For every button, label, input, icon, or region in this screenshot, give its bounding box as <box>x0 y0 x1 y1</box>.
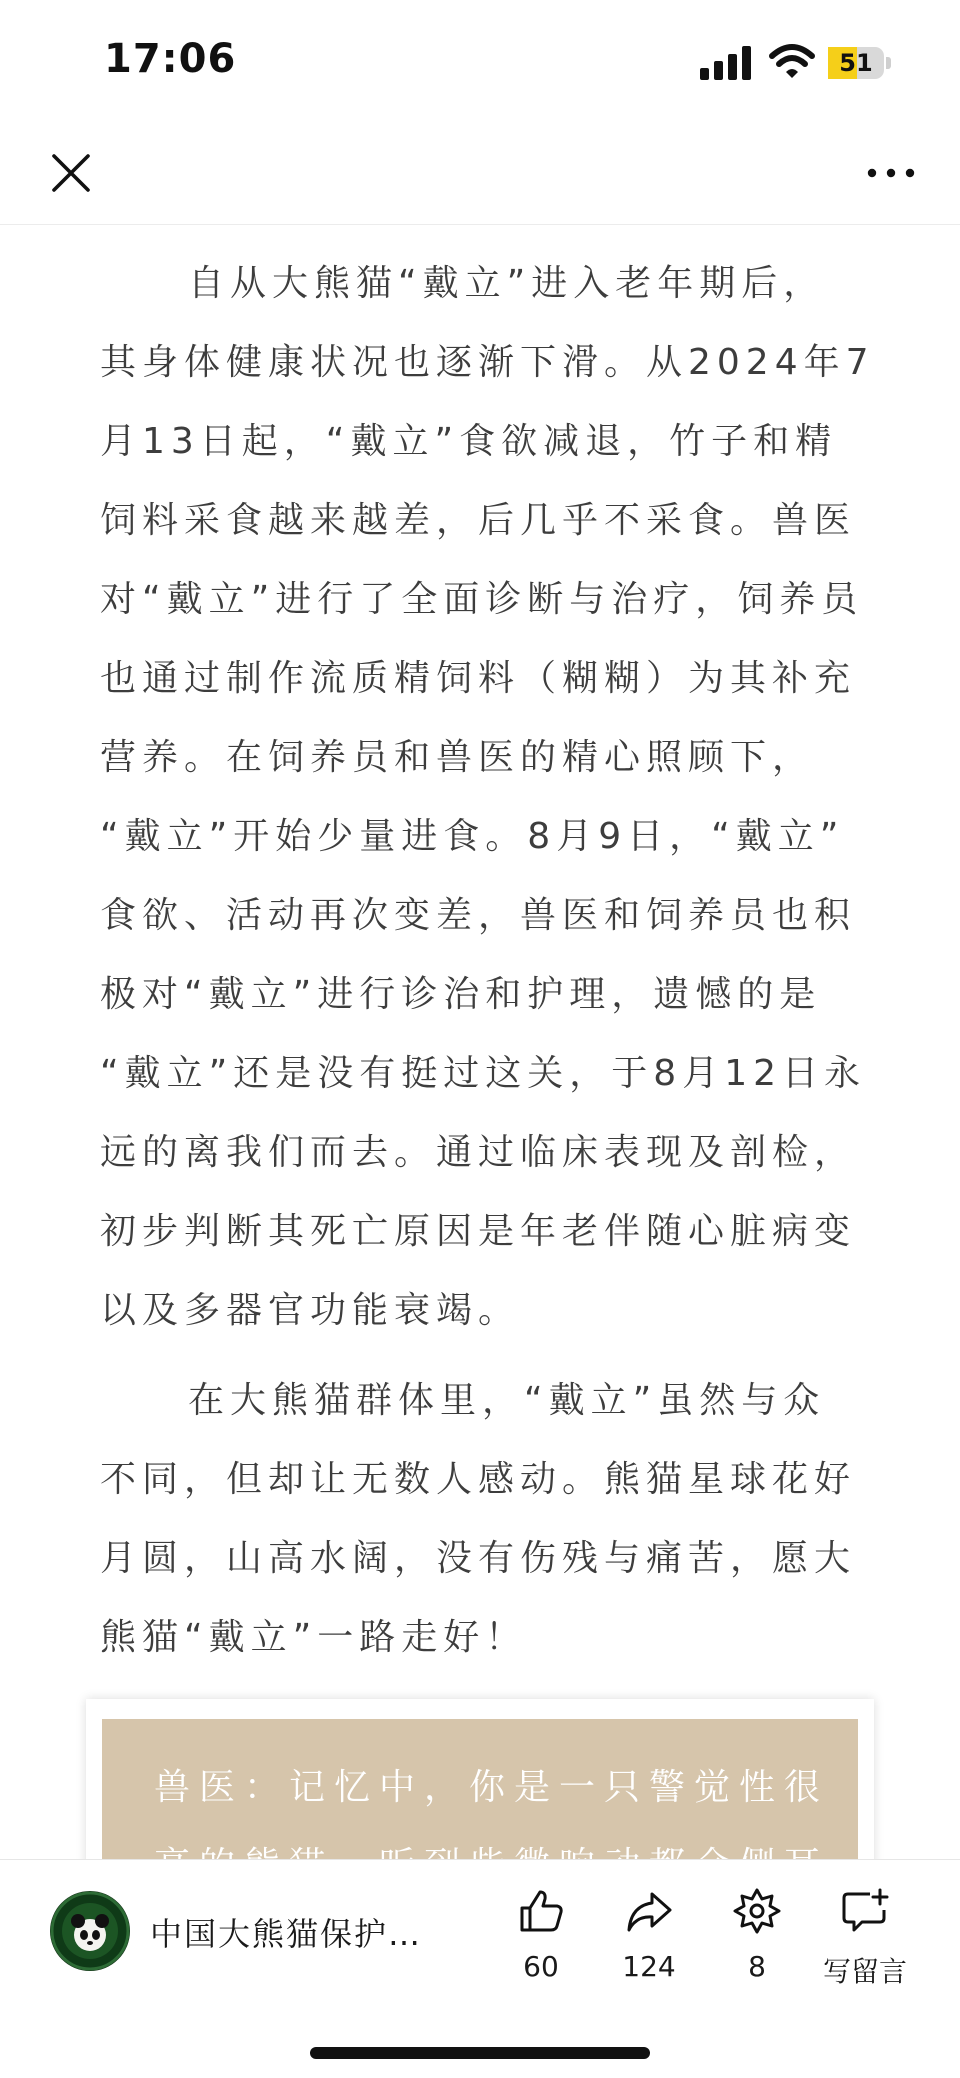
paragraph-line: 营养。在饲养员和兽医的精心照顾下， <box>100 737 815 778</box>
panda-logo-icon <box>50 1891 130 1971</box>
article-body <box>0 224 960 1859</box>
article-paragraph-2 <box>100 1361 860 1677</box>
paragraph-line: 月13日起，“戴立”食欲减退，竹子和精 <box>100 421 838 462</box>
recommend-icon <box>732 1886 782 1936</box>
top-nav <box>0 126 960 225</box>
paragraph-line: 食欲、活动再次变差，兽医和饲养员也积 <box>100 895 857 936</box>
recommend-count: 8 <box>748 1950 766 1983</box>
account-avatar[interactable] <box>50 1891 130 1971</box>
paragraph-line: 极对“戴立”进行诊治和护理，遗憾的是 <box>100 974 822 1015</box>
paragraph-line: 初步判断其死亡原因是年老伴随心脏病变 <box>100 1211 857 1252</box>
comment-add-icon <box>840 1886 890 1936</box>
write-comment-button[interactable] <box>810 1886 920 1990</box>
paragraph-line: 以及多器官功能衰竭。 <box>100 1290 521 1331</box>
share-button[interactable] <box>594 1886 704 1983</box>
paragraph-line: 自从大熊猫“戴立”进入老年期后， <box>188 263 826 304</box>
paragraph-line: 饲料采食越来越差，后几乎不采食。兽医 <box>100 500 857 541</box>
paragraph-line: 其身体健康状况也逐渐下滑。从2024年7 <box>100 342 875 383</box>
wifi-icon <box>770 44 814 80</box>
paragraph-line: 月圆，山高水阔，没有伤残与痛苦，愿大 <box>100 1538 857 1579</box>
paragraph-line: 也通过制作流质精饲料（糊糊）为其补充 <box>100 658 857 699</box>
paragraph-line: “戴立”开始少量进食。8月9日，“戴立” <box>100 816 845 857</box>
article-paragraph-1 <box>100 244 875 1350</box>
paragraph-line: 熊猫“戴立”一路走好！ <box>100 1617 528 1658</box>
home-indicator[interactable] <box>310 2047 650 2059</box>
like-count: 60 <box>523 1950 559 1983</box>
paragraph-line: “戴立”还是没有挺过这关，于8月12日永 <box>100 1053 867 1094</box>
quote-line: 兽医：记忆中，你是一只警觉性很 <box>154 1767 830 1808</box>
battery-icon <box>828 47 892 79</box>
paragraph-line: 在大熊猫群体里，“戴立”虽然与众 <box>188 1380 826 1421</box>
paragraph-line: 不同，但却让无数人感动。熊猫星球花好 <box>100 1459 857 1500</box>
status-time: 17:06 <box>104 36 237 82</box>
write-comment-label: 写留言 <box>822 1955 907 1988</box>
share-arrow-icon <box>624 1886 674 1936</box>
thumbs-up-icon <box>516 1886 566 1936</box>
battery-level: 51 <box>839 49 873 77</box>
more-icon[interactable] <box>866 148 916 198</box>
recommend-button[interactable] <box>702 1886 812 1983</box>
paragraph-line: 远的离我们而去。通过临床表现及剖检， <box>100 1132 857 1173</box>
paragraph-line: 对“戴立”进行了全面诊断与治疗，饲养员 <box>100 579 864 620</box>
share-count: 124 <box>622 1950 676 1983</box>
status-bar <box>0 0 960 126</box>
signal-icon <box>700 46 754 80</box>
bottom-action-bar <box>0 1859 960 2078</box>
like-button[interactable] <box>486 1886 596 1983</box>
close-icon[interactable] <box>46 148 96 198</box>
account-name[interactable]: 中国大熊猫保护… <box>150 1915 423 1953</box>
